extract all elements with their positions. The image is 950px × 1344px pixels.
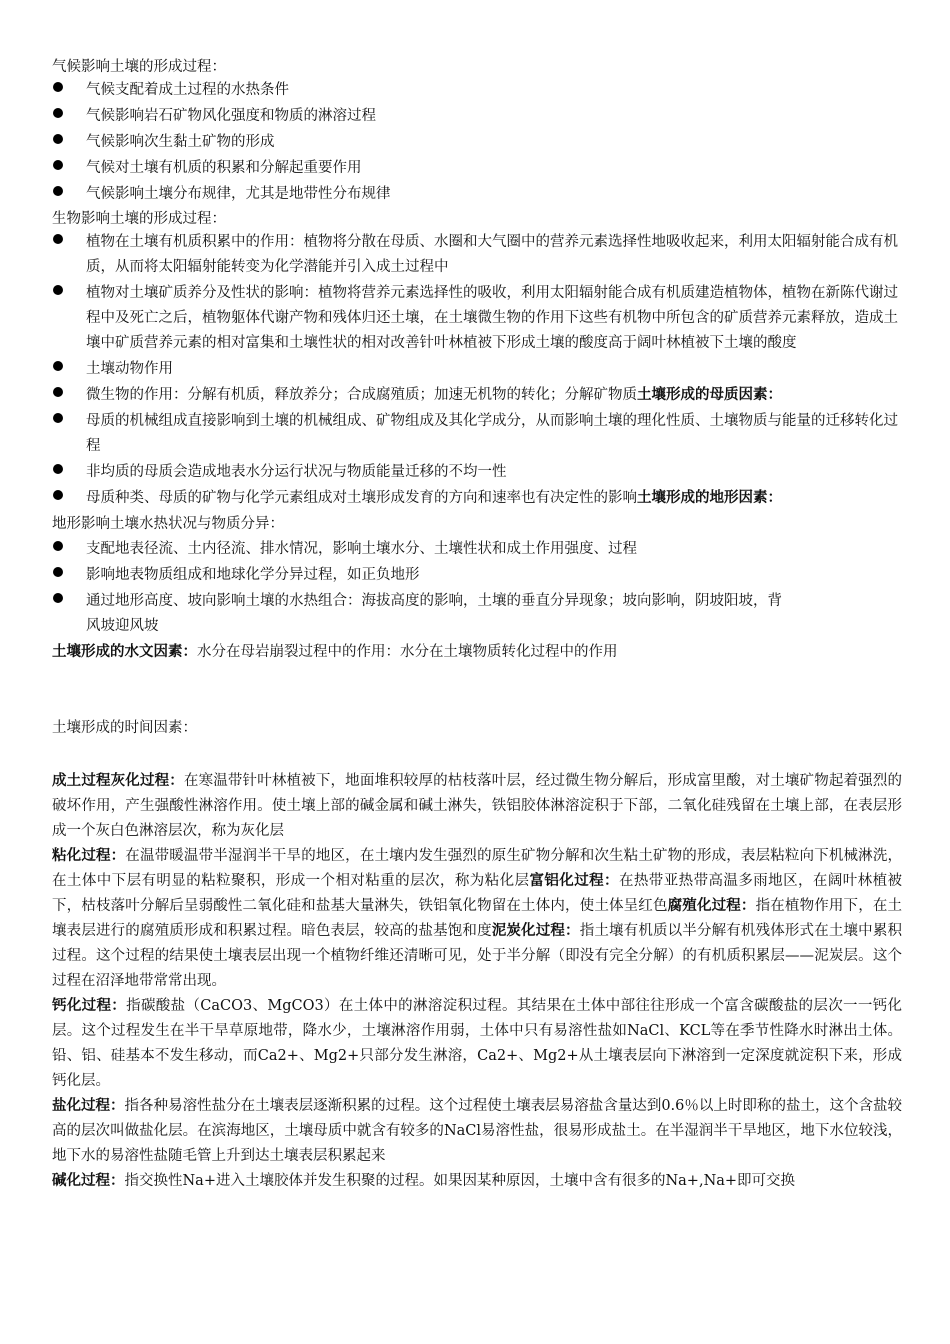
- salinization-label: 盐化过程：: [52, 1098, 125, 1114]
- time-heading: 土壤形成的时间因素：: [52, 720, 197, 736]
- biology-list: [52, 230, 902, 408]
- bullet-icon: [53, 285, 63, 295]
- bullet-icon: [53, 160, 63, 170]
- hydro-heading: 土壤形成的水文因素：: [52, 644, 197, 660]
- salinization-paragraph: 盐化过程：指各种易溶性盐分在土壤表层逐渐积累的过程。这个过程使土壤表层易溶盐含量达到0.6％以上时即称的盐土，这个含盐较高的层次叫做盐化层。在滨海地区，土壤母质中就含有较多的NaCl易溶性盐，很易形成盐土。在半湿润半干旱地区，地下水位较浅，地下水的易溶性盐随毛管上升到达土壤表层积累起来: [52, 1098, 903, 1164]
- climate-heading: 气候影响土壤的形成过程：: [52, 59, 226, 75]
- list-item: 气候影响土壤分布规律，尤其是地带性分布规律: [52, 182, 902, 207]
- list-item: 支配地表径流、土内径流、排水情况，影响土壤水分、土壤性状和成土作用强度、过程: [52, 537, 902, 562]
- peat-label: 泥炭化过程：: [491, 923, 580, 939]
- list-item: 植物在土壤有机质积累中的作用：植物将分散在母质、水圈和大气圈中的营养元素选择性地吸收起来，利用太阳辐射能合成有机质，从而将太阳辐射能转变为化学潜能并引入成土过程中: [52, 230, 902, 280]
- terrain-intro: 地形影响土壤水热状况与物质分异：: [52, 516, 284, 532]
- list-item: 非均质的母质会造成地表水分运行状况与物质能量迁移的不均一性: [52, 460, 902, 485]
- climate-list: [52, 78, 902, 207]
- calcification-label: 钙化过程：: [52, 998, 127, 1014]
- alkalization-label: 碱化过程：: [52, 1173, 125, 1189]
- calcification-paragraph: 钙化过程：指碳酸盐（CaCO3、MgCO3）在土体中的淋溶淀积过程。其结果在土体中部往往形成一个富含碳酸盐的层次一一钙化层。这个过程发生在半干旱草原地带，降水少，土壤淋溶作用弱，土体中只有易溶性盐如NaCl、KCL等在季节性降水时淋出土体。铅、铝、硅基本不发生移动，而Ca2+、Mg2+只部分发生淋溶，Ca2+、Mg2+从土壤表层向下淋溶到一定深度就淀积下来，形成钙化层。: [52, 998, 902, 1089]
- podzolization-label: 成土过程灰化过程：: [52, 773, 184, 789]
- bullet-icon: [53, 413, 63, 423]
- bullet-icon: [53, 234, 63, 244]
- bullet-icon: [53, 593, 63, 603]
- list-item: 母质种类、母质的矿物与化学元素组成对土壤形成发育的方向和速率也有决定性的影响土壤形成的地形因素：: [52, 486, 902, 511]
- list-item: 植物对土壤矿质养分及性状的影响：植物将营养元素选择性的吸收，利用太阳辐射能合成有机质建造植物体，植物在新陈代谢过程中及死亡之后，植物躯体代谢产物和残体归还土壤，在土壤微生物的作用下这些有机物中所包含的矿质营养元素释放，造成土壤中矿质营养元素的相对富集和土壤性状的相对改善针叶林植被下形成土壤的酸度高于阔叶林植被下土壤的酸度: [52, 281, 902, 356]
- humus-label: 腐殖化过程：: [667, 898, 756, 914]
- list-item: 微生物的作用：分解有机质，释放养分；合成腐殖质；加速无机物的转化；分解矿物质土壤形成的母质因素：: [52, 383, 902, 408]
- hydro-paragraph: 土壤形成的水文因素：水分在母岩崩裂过程中的作用：水分在土壤物质转化过程中的作用: [52, 644, 618, 660]
- terrain-list: [52, 537, 902, 639]
- bullet-icon: [53, 108, 63, 118]
- bullet-icon: [53, 186, 63, 196]
- document-body: [52, 56, 902, 1194]
- list-item: 母质的机械组成直接影响到土壤的机械组成、矿物组成及其化学成分，从而影响土壤的理化性质、土壤物质与能量的迁移转化过程: [52, 409, 902, 459]
- bullet-icon: [53, 134, 63, 144]
- bullet-icon: [53, 82, 63, 92]
- podzolization-paragraph: 成土过程灰化过程：在寒温带针叶林植被下，地面堆积较厚的枯枝落叶层，经过微生物分解后，形成富里酸，对土壤矿物起着强烈的破坏作用，产生强酸性淋溶作用。使土壤上部的碱金属和碱土淋失，铁铝胶体淋溶淀积于下部，二氧化硅残留在土壤上部，在表层形成一个灰白色淋溶层次，称为灰化层: [52, 773, 902, 839]
- clay-ferral-humus-peat-paragraph: 粘化过程：在温带暖温带半湿润半干旱的地区，在土壤内发生强烈的原生矿物分解和次生粘土矿物的形成，表层粘粒向下机械淋洗，在土体中下层有明显的粘粒聚积，形成一个相对粘重的层次，称为粘化层富铝化过程：在热带亚热带高温多雨地区，在阔叶林植被下，枯枝落叶分解后呈弱酸性二氧化硅和盐基大量淋失，铁铝氧化物留在土体内，使土体呈红色腐殖化过程：指在植物作用下，在土壤表层进行的腐殖质形成和积累过程。暗色表层，较高的盐基饱和度泥炭化过程：指土壤有机质以半分解有机残体形式在土壤中累积过程。这个过程的结果使土壤表层出现一个植物纤维还清晰可见，处于半分解（即没有完全分解）的有机质积累层——泥炭层。这个过程在沼泽地带常常出现。: [52, 848, 903, 989]
- list-item: 气候支配着成土过程的水热条件: [52, 78, 902, 103]
- ferral-label: 富铝化过程：: [529, 873, 619, 889]
- biology-heading: 生物影响土壤的形成过程：: [52, 211, 226, 227]
- bullet-icon: [53, 361, 63, 371]
- list-item: 影响地表物质组成和地球化学分异过程，如正负地形: [52, 563, 902, 588]
- list-item: 气候影响岩石矿物风化强度和物质的淋溶过程: [52, 104, 902, 129]
- bullet-icon: [53, 541, 63, 551]
- clay-label: 粘化过程：: [52, 848, 126, 864]
- bullet-icon: [53, 567, 63, 577]
- parent-material-heading: 土壤形成的母质因素：: [637, 387, 782, 403]
- list-item: 通过地形高度、坡向影响土壤的水热组合：海拔高度的影响，土壤的垂直分异现象；坡向影响，阴坡阳坡，背 风坡迎风坡: [52, 589, 902, 639]
- list-item: 土壤动物作用: [52, 357, 902, 382]
- bullet-icon: [53, 387, 63, 397]
- list-item: 气候影响次生黏土矿物的形成: [52, 130, 902, 155]
- bullet-icon: [53, 464, 63, 474]
- alkalization-paragraph: 碱化过程：指交换性Na+进入土壤胶体并发生积聚的过程。如果因某种原因，土壤中含有很多的Na+,Na+即可交换: [52, 1173, 796, 1189]
- bullet-icon: [53, 490, 63, 500]
- list-item: 气候对土壤有机质的积累和分解起重要作用: [52, 156, 902, 181]
- parent-material-list: [52, 409, 902, 511]
- terrain-heading: 土壤形成的地形因素：: [637, 490, 782, 506]
